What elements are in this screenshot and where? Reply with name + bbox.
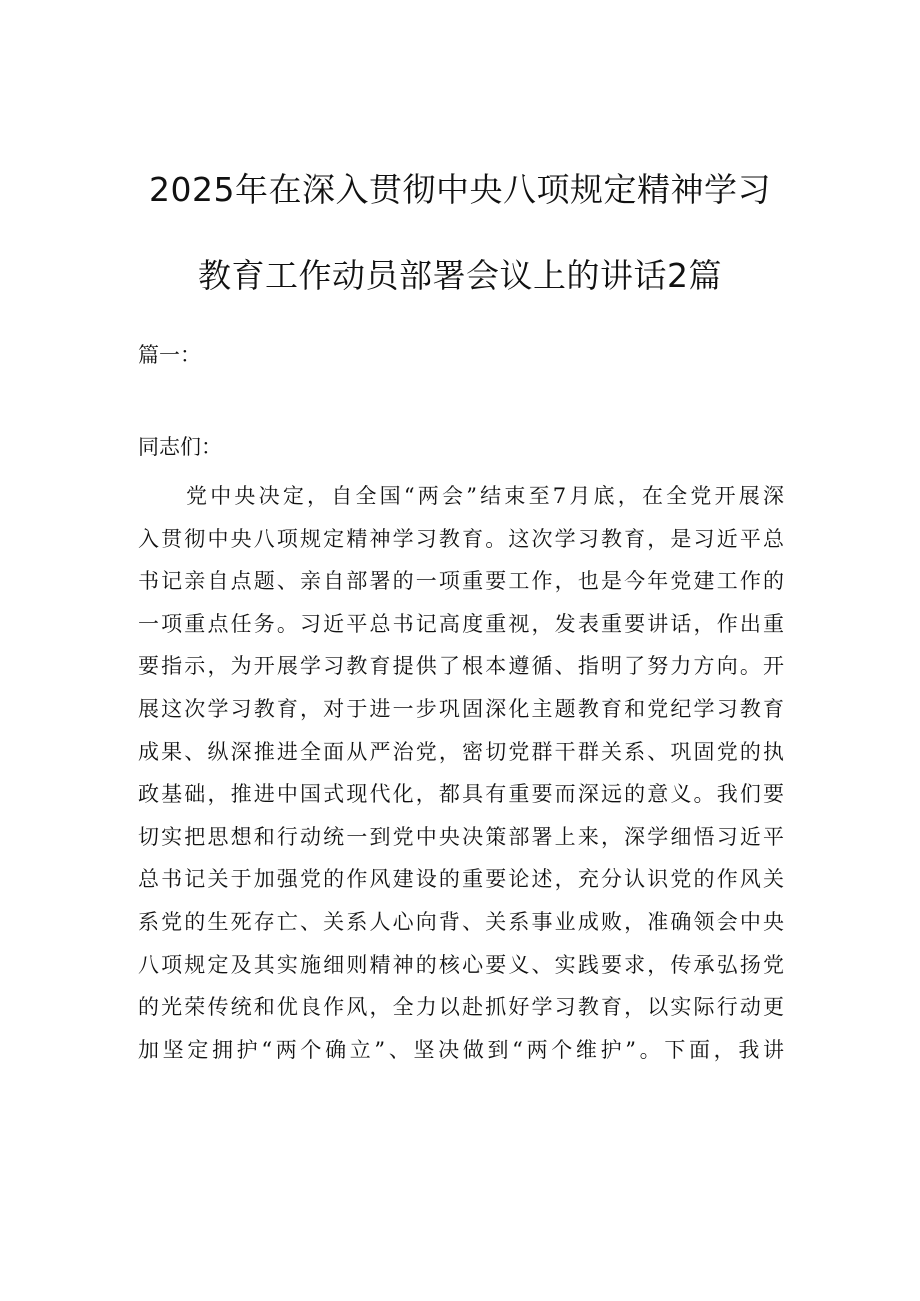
paragraph-line: 一项重点任务。习近平总书记高度重视，发表重要讲话，作出重 xyxy=(138,611,784,636)
paragraph-line: 总书记关于加强党的作风建设的重要论述，充分认识党的作风关 xyxy=(138,867,784,892)
body-paragraph xyxy=(138,481,788,1077)
paragraph-line: 成果、纵深推进全面从严治党，密切党群干群关系、巩固党的执 xyxy=(138,739,784,764)
paragraph-line: 入贯彻中央八项规定精神学习教育。这次学习教育，是习近平总 xyxy=(138,526,784,551)
paragraph-line: 政基础，推进中国式现代化，都具有重要而深远的意义。我们要 xyxy=(138,782,784,807)
paragraph-line: 系党的生死存亡、关系人心向背、关系事业成败，准确领会中央 xyxy=(138,909,784,934)
paragraph-line: 八项规定及其实施细则精神的核心要义、实践要求，传承弘扬党 xyxy=(138,952,784,977)
paragraph-line: 书记亲自点题、亲自部署的一项重要工作，也是今年党建工作的 xyxy=(138,569,784,594)
section-label: 篇一： xyxy=(138,343,201,367)
paragraph-line: 切实把思想和行动统一到党中央决策部署上来，深学细悟习近平 xyxy=(138,824,784,849)
document-title-line-2: 教育工作动员部署会议上的讲话2篇 xyxy=(198,256,722,295)
paragraph-line: 展这次学习教育，对于进一步巩固深化主题教育和党纪学习教育 xyxy=(138,696,784,721)
document-title-line-1: 2025年在深入贯彻中央八项规定精神学习 xyxy=(149,170,771,209)
paragraph-line: 党中央决定，自全国“两会”结束至7月底，在全党开展深 xyxy=(186,484,784,508)
paragraph-line: 要指示，为开展学习教育提供了根本遵循、指明了努力方向。开 xyxy=(138,654,784,679)
paragraph-line: 的光荣传统和优良作风，全力以赴抓好学习教育，以实际行动更 xyxy=(138,995,784,1020)
paragraph-line: 加坚定拥护“两个确立”、坚决做到“两个维护”。下面，我讲 xyxy=(138,1037,784,1062)
salutation: 同志们： xyxy=(138,435,222,459)
